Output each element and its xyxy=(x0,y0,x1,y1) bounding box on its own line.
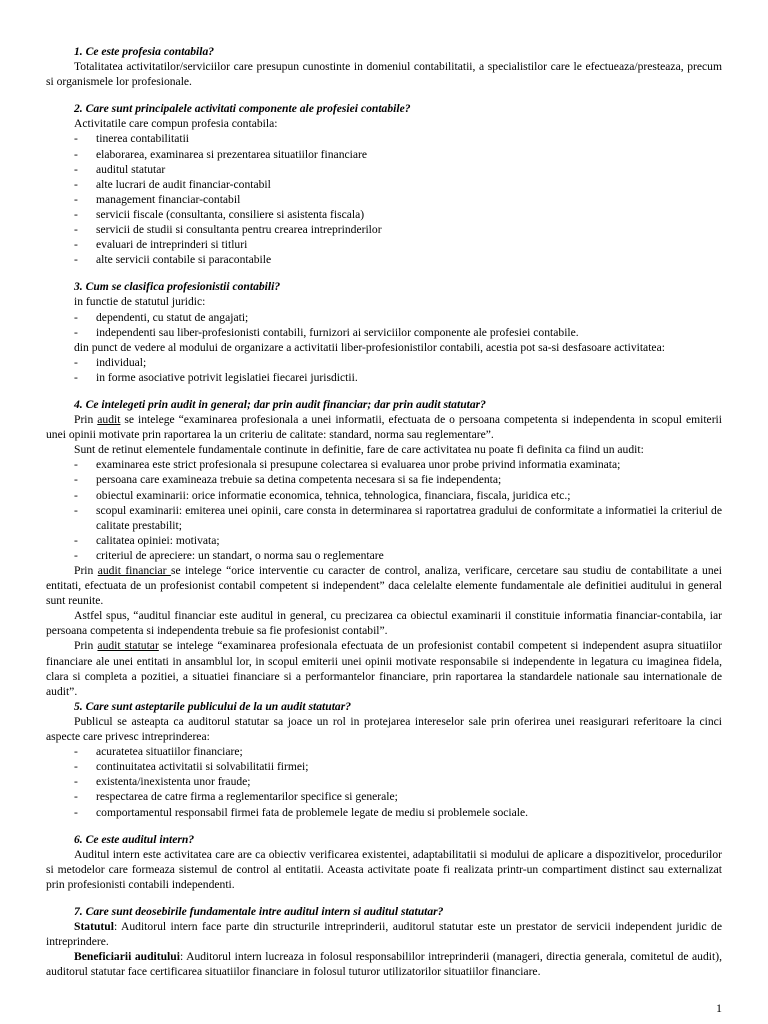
question-1-answer: Totalitatea activitatilor/serviciilor care presupun cunostinte in domeniul contabilitatii, a specialistilor care le efectueaza/presteaza, precum si organismele lor profesionale. xyxy=(46,60,722,89)
question-3-list-organization xyxy=(46,355,722,385)
fundamental-elements-list xyxy=(46,457,722,563)
question-3-title: 3. Cum se clasifica profesionistii contabili? xyxy=(74,280,281,294)
term-audit: audit xyxy=(97,413,121,427)
question-5-list xyxy=(46,744,722,819)
list-item: - elaborarea, examinarea si prezentarea situatiilor financiare xyxy=(46,147,722,162)
text-prefix: Prin xyxy=(74,639,98,653)
question-2-list xyxy=(46,131,722,267)
page-number: 1 xyxy=(716,1000,722,1015)
list-item: - dependenti, cu statut de angajati; xyxy=(46,310,722,325)
question-2-intro: Activitatile care compun profesia contabila: xyxy=(74,117,278,131)
list-item: - comportamentul responsabil firmei fata de problemele legate de mediu si problemele sociale. xyxy=(46,805,722,820)
financial-audit-summary: Astfel spus, “auditul financiar este auditul in general, cu precizarea ca obiectul examinarii il constituie informatia financiar-contabila, iar persoana competenta si independenta trebuie sa fie profesionist contabil”. xyxy=(46,609,722,638)
question-1-title: 1. Ce este profesia contabila? xyxy=(74,45,215,58)
list-item: - examinarea este strict profesionala si presupune colectarea si evaluarea unor probe privind informatia examinata; xyxy=(46,457,722,472)
question-3-intro-organization: din punct de vedere al modului de organizare a activitatii liber-profesionistilor contabili, acestia pot sa-si desfasoare activitatea: xyxy=(74,340,665,354)
definition-text: se intelege “examinarea profesionala a unei informatii, efectuata de o persoana competenta si independenta in scopul emiterii unei opinii motivate prin raportarea la un criteriu de calitate: standard, norma sau reglementare”. xyxy=(46,413,722,442)
text-part: continute in definitie, fare de care activitatea nu poate fi definita ca fiind un audit: xyxy=(264,443,644,457)
audit-definition xyxy=(46,412,722,442)
question-5-intro: Publicul se asteapta ca auditorul statutar sa joace un rol in protejarea intereselor sale prin oferirea unei reasigurari referitoare la cinci aspecte care privesc intreprinderea: xyxy=(46,714,722,744)
financial-audit-definition xyxy=(46,563,722,608)
question-6-title: 6. Ce este auditul intern? xyxy=(74,832,195,846)
definition-text: se intelege “orice interventie cu caracter de control, analiza, verificare, cercetare sau studiu de contabilitate a unei entitati, efectuata de un profesionist contabil competent si independent” daca celelalte elemente fundamentale ale definitiei auditului in general sunt reunite. xyxy=(46,564,722,608)
list-item: - management financiar-contabil xyxy=(46,192,722,207)
difference-text: : Auditorul intern face parte din structurile intreprinderii, auditorul statutar este un prestator de servicii independent juridic de intreprindere. xyxy=(46,920,722,949)
term-statutory-audit: audit statutar xyxy=(97,639,159,653)
list-item: - calitatea opiniei: motivata; xyxy=(46,533,722,548)
question-3-intro-legal: in functie de statutul juridic: xyxy=(74,295,206,309)
fundamental-elements-intro xyxy=(46,442,722,457)
text-prefix: Prin xyxy=(74,564,98,577)
difference-beneficiaries xyxy=(46,949,722,979)
question-7-title: 7. Care sunt deosebirile fundamentale intre auditul intern si auditul statutar? xyxy=(74,904,444,918)
list-item: - alte servicii contabile si paracontabile xyxy=(46,252,722,267)
term-financial-audit: audit financiar xyxy=(97,564,171,577)
list-item: - alte lucrari de audit financiar-contabil xyxy=(46,177,722,192)
statutory-audit-definition xyxy=(46,638,722,698)
question-4-title: 4. Ce intelegeti prin audit in general; dar prin audit financiar; dar prin audit statutar? xyxy=(74,397,486,411)
list-item: - respectarea de catre firma a reglementarilor specifice si generale; xyxy=(46,789,722,804)
label-beneficiaries: Beneficiarii auditului xyxy=(74,950,180,964)
list-item: - acuratetea situatiilor financiare; xyxy=(46,744,722,759)
question-6-answer: Auditul intern este activitatea care are ca obiectiv verificarea existentei, adaptabilitatii si modului de aplicare a dispozitivelor, procedurilor si metodelor care formeaza sistemul de control al entitatii. Aceasta activitate poate fi realizata printr-un compartiment distinct sau externalizat prin profesionisti contabili independenti. xyxy=(46,847,722,891)
question-2-title: 2. Care sunt principalele activitati componente ale profesiei contabile? xyxy=(74,102,411,116)
list-item: - evaluari de intreprinderi si titluri xyxy=(46,237,722,252)
list-item: - persoana care examineaza trebuie sa detina competenta necesara si sa fie independenta; xyxy=(46,472,722,487)
list-item: - servicii fiscale (consultanta, consiliere si asistenta fiscala) xyxy=(46,207,722,222)
difference-status xyxy=(46,919,722,949)
text-prefix: Prin xyxy=(74,413,98,427)
text-part: Sunt de retinut elementele fundamentale xyxy=(74,443,262,457)
list-item: - independenti sau liber-profesionisti contabili, furnizori ai serviciilor componente ale profesiei contabile. xyxy=(46,325,722,340)
list-item: - tinerea contabilitatii xyxy=(46,131,722,146)
list-item: - auditul statutar xyxy=(46,162,722,177)
list-item: - criteriul de apreciere: un standart, o norma sau o reglementare xyxy=(46,548,722,563)
list-item: - scopul examinarii: emiterea unei opinii, care consta in determinarea si raportatrea gradului de conformitate a informatiei la criteriul de calitate prestabilit; xyxy=(46,503,722,533)
list-item: - individual; xyxy=(46,355,722,370)
list-item: - existenta/inexistenta unor fraude; xyxy=(46,774,722,789)
question-5-title: 5. Care sunt asteptarile publicului de la un audit statutar? xyxy=(74,699,352,713)
question-3-list-legal xyxy=(46,310,722,340)
difference-text: : Auditorul intern lucreaza in folosul responsabililor intreprinderii (manageri, directia generala, comitetul de audit), auditorul statutar face certificarea situatiilor financiare in folosul tuturor utilizatorilor situatiilor financiare. xyxy=(46,950,722,979)
list-item: - continuitatea activitatii si solvabilitatii firmei; xyxy=(46,759,722,774)
list-item: - in forme asociative potrivit legislatiei fiecarei jurisdictii. xyxy=(46,370,722,385)
definition-text: se intelege “examinarea profesionala efectuata de un profesionist contabil competent si independent asupra situatiilor financiare ale unei entitati in ansamblul lor, in scopul emiterii unei opinii motivate responsabile si independente in legatura cu imaginea fidela, clara si completa a pozitiei, a situatiei financiare si a performantelor financiare, prin raportarea la standardele nationale sau internationale de audit”. xyxy=(46,639,722,698)
list-item: - servicii de studii si consultanta pentru crearea intreprinderilor xyxy=(46,222,722,237)
list-item: - obiectul examinarii: orice informatie economica, tehnica, tehnologica, financiara, fiscala, juridica etc.; xyxy=(46,488,722,503)
label-status: Statutul xyxy=(74,920,114,934)
